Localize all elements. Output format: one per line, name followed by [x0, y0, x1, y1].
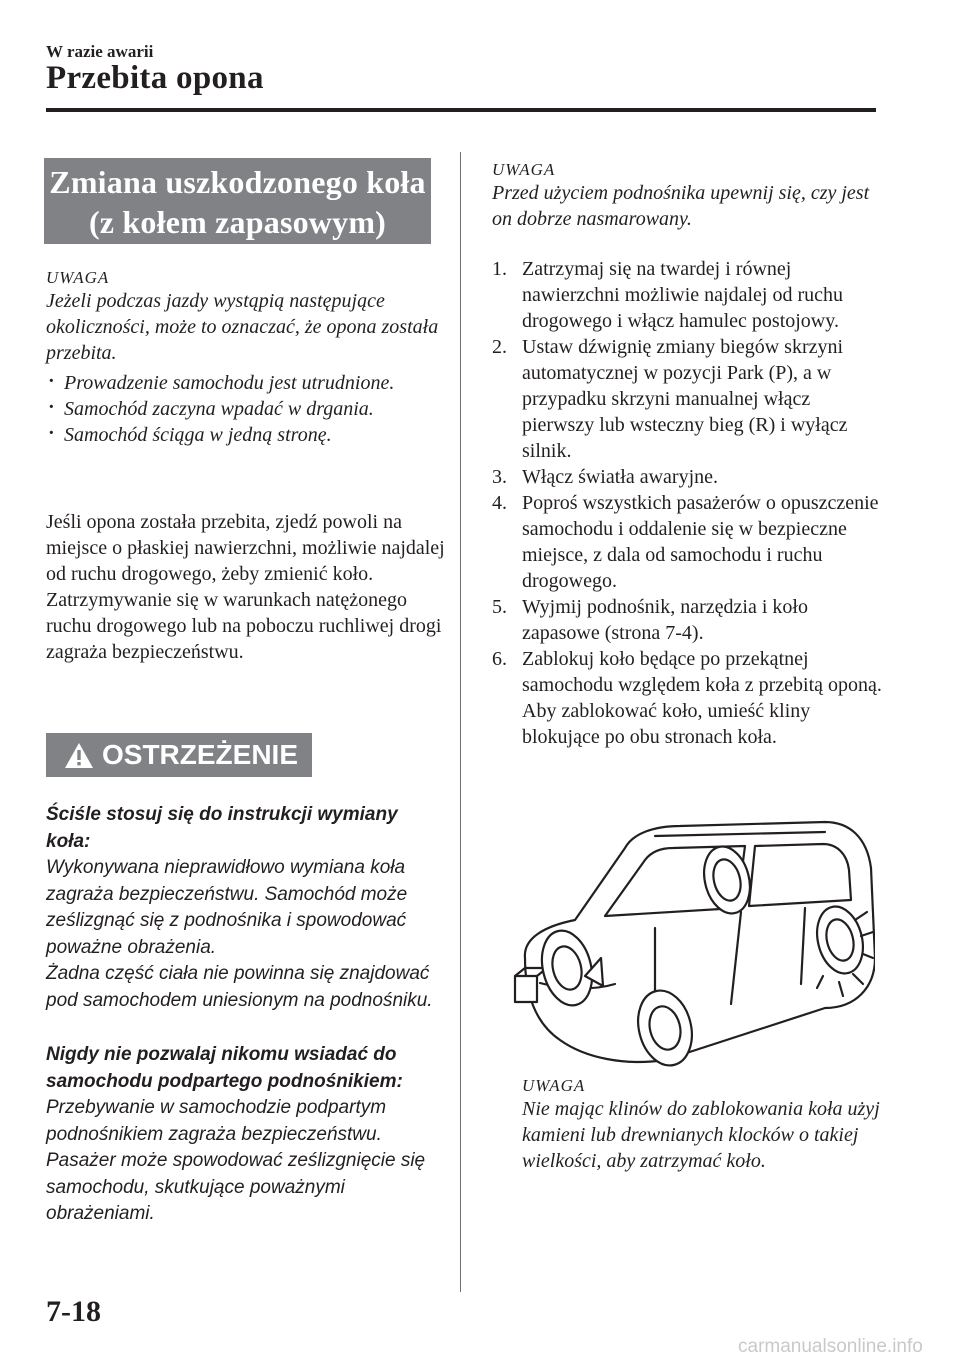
warning-1-text: Wykonywana nieprawidłowo wymiana koła zagraża bezpieczeństwu. Samochód może ześlizgnąć się z podnośnika i spowodować poważne obrażenia.	[46, 857, 408, 958]
warning-triangle-icon	[64, 742, 94, 769]
step-number: 1.	[492, 258, 507, 280]
intro-paragraph	[46, 509, 446, 665]
page-title: Przebita opona	[46, 60, 264, 96]
steps-list	[492, 256, 887, 750]
step-number: 6.	[492, 648, 507, 670]
step-number: 2.	[492, 336, 507, 358]
note-text: Jeżeli podczas jazdy wystąpią następujące okoliczności, może to oznaczać, że opona została przebita.	[46, 290, 439, 364]
step-number: 3.	[492, 466, 507, 488]
list-item	[492, 464, 887, 490]
step-number: 4.	[492, 492, 507, 514]
header-rule	[46, 108, 876, 112]
left-note	[46, 268, 446, 448]
warning-block-2	[46, 1042, 446, 1228]
right-note-2	[522, 1076, 882, 1174]
list-item	[492, 256, 887, 334]
step-text: Ustaw dźwignię zmiany biegów skrzyni automatycznej w pozycji Park (P), a w przypadku skrzyni manualnej włącz pierwszy lub wsteczny bieg (R) i wyłącz silnik.	[522, 336, 848, 462]
symptom-list	[46, 370, 446, 448]
page-number: 7-18	[46, 1295, 101, 1328]
right-note	[492, 160, 892, 232]
step-text: Włącz światła awaryjne.	[522, 466, 719, 488]
step-text: Poproś wszystkich pasażerów o opuszczenie samochodu i oddalenie się w bezpieczne miejsce, z dala od samochodu i ruchu drogowego.	[522, 492, 879, 592]
warning-2-title: Nigdy nie pozwalaj nikomu wsiadać do samochodu podpartego podnośnikiem:	[46, 1044, 403, 1092]
warning-label: OSTRZEŻENIE	[102, 739, 299, 770]
note-label: UWAGA	[522, 1076, 586, 1095]
step-text: Wyjmij podnośnik, narzędzia i koło zapasowe (strona 7-4).	[522, 596, 808, 644]
section-label: W razie awarii	[46, 42, 154, 61]
note-text: Przed użyciem podnośnika upewnij się, czy jest on dobrze nasmarowany.	[492, 182, 870, 230]
step-number: 5.	[492, 596, 507, 618]
watermark: carmanualsonline.info	[738, 1336, 923, 1357]
list-item	[492, 594, 887, 646]
note-label: UWAGA	[492, 160, 556, 179]
banner-line-1: Zmiana uszkodzonego koła	[49, 164, 426, 200]
list-item: · Prowadzenie samochodu jest utrudnione.	[46, 370, 446, 396]
banner-line-2: (z kołem zapasowym)	[88, 204, 387, 240]
warning-1-text-2: Żadna część ciała nie powinna się znajdować pod samochodem uniesionym na podnośniku.	[46, 963, 433, 1011]
step-text: Zatrzymaj się na twardej i równej nawierzchni możliwie najdalej od ruchu drogowego i włącz hamulec postojowy.	[522, 258, 843, 332]
list-item: · Samochód ściąga w jedną stronę.	[46, 422, 446, 448]
warning-1-title: Ściśle stosuj się do instrukcji wymiany koła:	[46, 804, 398, 852]
note-text: Nie mając klinów do zablokowania koła użyj kamieni lub drewnianych klocków o takiej wielkości, aby zatrzymać koło.	[522, 1098, 880, 1172]
car-illustration	[505, 808, 875, 1068]
step-text: Zablokuj koło będące po przekątnej samochodu względem koła z przebitą oponą. Aby zablokować koło, umieść kliny blokujące po obu stronach koła.	[522, 648, 882, 748]
list-item	[492, 490, 887, 594]
list-item	[492, 334, 887, 464]
warning-block-1	[46, 802, 446, 1014]
section-banner	[44, 158, 431, 244]
column-divider	[460, 152, 461, 1292]
paragraph-2: Zatrzymywanie się w warunkach natężonego ruchu drogowego lub na poboczu ruchliwej drogi zagraża bezpieczeństwu.	[46, 589, 442, 663]
list-item: · Samochód zaczyna wpadać w drgania.	[46, 396, 446, 422]
list-item	[492, 646, 887, 750]
paragraph-1: Jeśli opona została przebita, zjedź powoli na miejsce o płaskiej nawierzchni, możliwie najdalej od ruchu drogowego, żeby zmienić koło.	[46, 511, 445, 585]
warning-2-text: Przebywanie w samochodzie podpartym podnośnikiem zagraża bezpieczeństwu. Pasażer może spowodować ześlizgnięcie się samochodu, skutkujące poważnymi obrażeniami.	[46, 1097, 426, 1224]
warning-badge	[46, 733, 312, 777]
note-label: UWAGA	[46, 268, 110, 287]
